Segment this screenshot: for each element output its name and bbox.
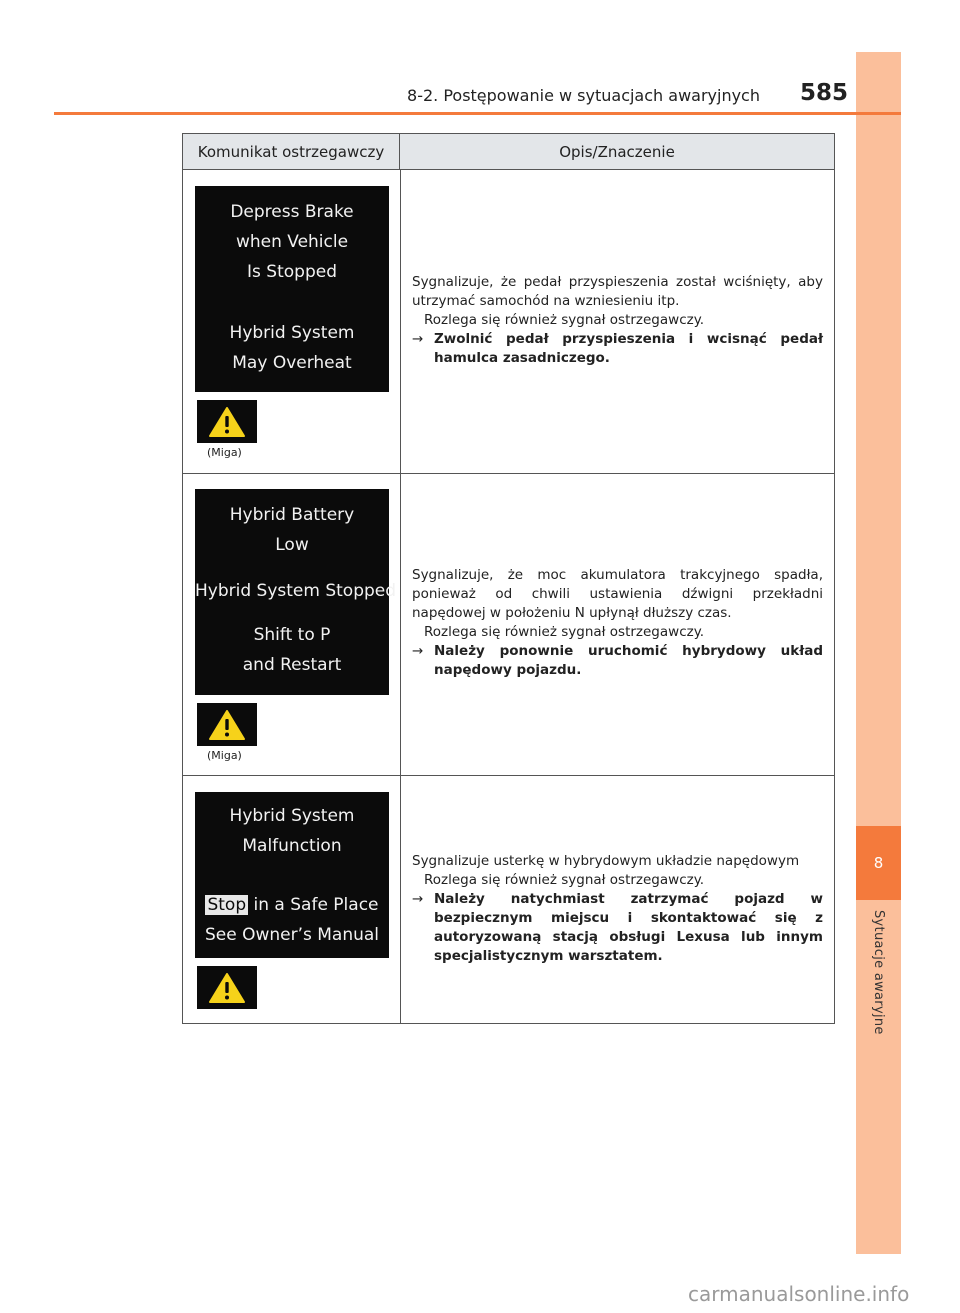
header-rule [54, 112, 901, 115]
display-line: when Vehicle [235, 232, 349, 252]
arrow-right-icon: → [412, 643, 424, 659]
multi-info-display-message [195, 792, 389, 958]
chapter-number-tab [856, 826, 901, 900]
chapter-number: 8 [873, 854, 884, 872]
row-divider [183, 775, 834, 776]
display-line: See Owner’s Manual [204, 925, 380, 945]
display-line [195, 895, 389, 915]
warning-message-table [182, 133, 835, 1024]
watermark: carmanualsonline.info [688, 1282, 910, 1306]
display-line: May Overheat [232, 353, 352, 373]
blink-note: (Miga) [207, 446, 242, 459]
buzzer-note: Rozlega się również sygnał ostrzegawczy. [424, 872, 705, 888]
display-line: Hybrid Battery [229, 505, 355, 525]
side-chapter-strip [856, 52, 901, 1254]
display-line: Shift to P [253, 625, 331, 645]
description-text: Sygnalizuje usterkę w hybrydowym układzie napędowym [412, 853, 800, 869]
chapter-label: Sytuacje awaryjne [871, 910, 886, 1035]
column-header-message: Komunikat ostrzegawczy [183, 134, 400, 169]
page-number: 585 [800, 80, 849, 106]
corrective-action [412, 890, 823, 966]
warning-triangle-icon [197, 400, 257, 443]
message-description [412, 273, 823, 368]
display-line: Hybrid System Stopped [195, 581, 397, 601]
stop-highlight: Stop [207, 895, 247, 915]
action-text: Należy natychmiast zatrzymać pojazd w bezpiecznym miejscu i skontaktować się z autoryzowaną stacją obsługi Lexusa lub innym specjalistycznym warsztatem. [434, 891, 823, 964]
multi-info-display-message [195, 489, 397, 695]
action-text: Należy ponownie uruchomić hybrydowy układ napędowy pojazdu. [434, 643, 823, 678]
arrow-right-icon: → [412, 331, 424, 347]
corrective-action [412, 330, 823, 368]
warning-triangle-icon [197, 966, 257, 1009]
row-divider [183, 473, 834, 474]
display-line: and Restart [242, 655, 342, 675]
display-line: Malfunction [242, 836, 342, 856]
blink-note: (Miga) [207, 749, 242, 762]
display-line: Is Stopped [247, 262, 337, 282]
display-line: Hybrid System [229, 806, 355, 826]
display-line: Depress Brake [230, 202, 354, 222]
display-line-text: in a Safe Place [253, 895, 379, 915]
multi-info-display-message [195, 186, 389, 392]
corrective-action [412, 642, 823, 680]
column-divider [400, 170, 401, 1023]
warning-triangle-icon [197, 703, 257, 746]
section-title: 8-2. Postępowanie w sytuacjach awaryjnych [407, 86, 760, 105]
action-text: Zwolnić pedał przyspieszenia i wcisnąć pedał hamulca zasadniczego. [434, 331, 823, 366]
message-description [412, 852, 823, 966]
column-header-description: Opis/Znaczenie [559, 142, 675, 161]
arrow-right-icon: → [412, 891, 424, 907]
table-header [183, 134, 834, 170]
buzzer-note: Rozlega się również sygnał ostrzegawczy. [424, 312, 705, 328]
buzzer-note: Rozlega się również sygnał ostrzegawczy. [424, 624, 705, 640]
description-text: Sygnalizuje, że moc akumulatora trakcyjnego spadła, ponieważ od chwili ustawienia dźwigni przekładni napędowej w położeniu N upłynął dłuższy czas. [412, 567, 823, 621]
display-line: Low [275, 535, 309, 555]
display-line: Hybrid System [229, 323, 355, 343]
message-description [412, 566, 823, 680]
description-text: Sygnalizuje, że pedał przyspieszenia został wciśnięty, aby utrzymać samochód na wzniesieniu itp. [412, 274, 823, 309]
